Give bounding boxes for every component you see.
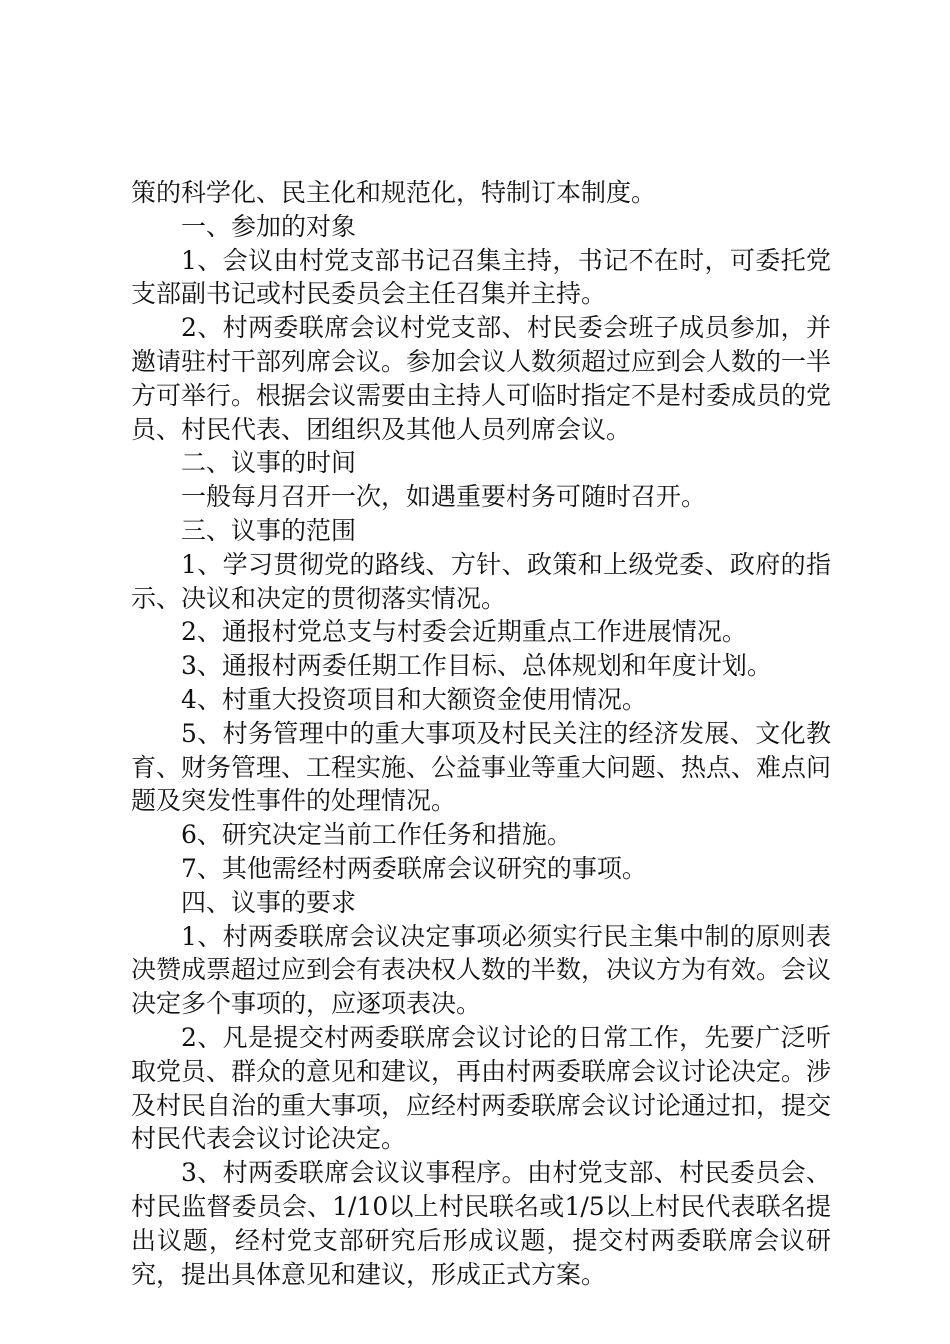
heading-section-3: 三、议事的范围 [181,515,357,545]
paragraph: 5、村务管理中的重大事项及村民关注的经济发展、文化教育、财务管理、工程实施、公益事业等重大问题、热点、难点问题及突发性事件的处理情况。 [131,718,832,816]
paragraph: 1、会议由村党支部书记召集主持，书记不在时，可委托党支部副书记或村民委员会主任召集并主持。 [131,245,831,309]
heading-section-2: 二、议事的时间 [181,448,357,478]
document-body [131,176,831,1291]
paragraph: 6、研究决定当前工作任务和措施。 [181,820,572,850]
paragraph: 2、通报村党总支与村委会近期重点工作进展情况。 [181,617,747,647]
heading-section-4: 四、议事的要求 [181,887,357,917]
paragraph: 4、村重大投资项目和大额资金使用情况。 [181,684,647,714]
paragraph: 2、村两委联席会议村党支部、村民委会班子成员参加，并邀请驻村干部列席会议。参加会议人数须超过应到会人数的一半方可举行。根据会议需要由主持人可临时指定不是村委成员的党员、村民代表、团组织及其他人员列席会议。 [131,313,832,444]
heading-section-1: 一、参加的对象 [181,211,357,241]
paragraph: 1、村两委联席会议决定事项必须实行民主集中制的原则表决赞成票超过应到会有表决权人数的半数，决议方为有效。会议决定多个事项的，应逐项表决。 [131,921,832,1019]
paragraph: 一般每月召开一次，如遇重要村务可随时召开。 [181,482,707,512]
paragraph-intro-continuation: 策的科学化、民主化和规范化，特制订本制度。 [131,178,657,207]
paragraph: 2、凡是提交村两委联席会议讨论的日常工作，先要广泛听取党员、群众的意见和建议，再由村两委联席会议讨论决定。涉及村民自治的重大事项，应经村两委联席会议讨论通过扣，提交村民代表会议讨论决定。 [131,1022,832,1154]
paragraph: 3、通报村两委任期工作目标、总体规划和年度计划。 [181,651,772,681]
paragraph: 3、村两委联席会议议事程序。由村党支部、村民委员会、村民监督委员会、1/10以上村民联名或1/5以上村民代表联名提出议题，经村党支部研究后形成议题，提交村两委联席会议研究，提出具体意见和建议，形成正式方案。 [131,1158,831,1289]
paragraph: 7、其他需经村两委联席会议研究的事项。 [181,853,647,883]
paragraph: 1、学习贯彻党的路线、方针、政策和上级党委、政府的指示、决议和决定的贯彻落实情况。 [131,549,831,613]
